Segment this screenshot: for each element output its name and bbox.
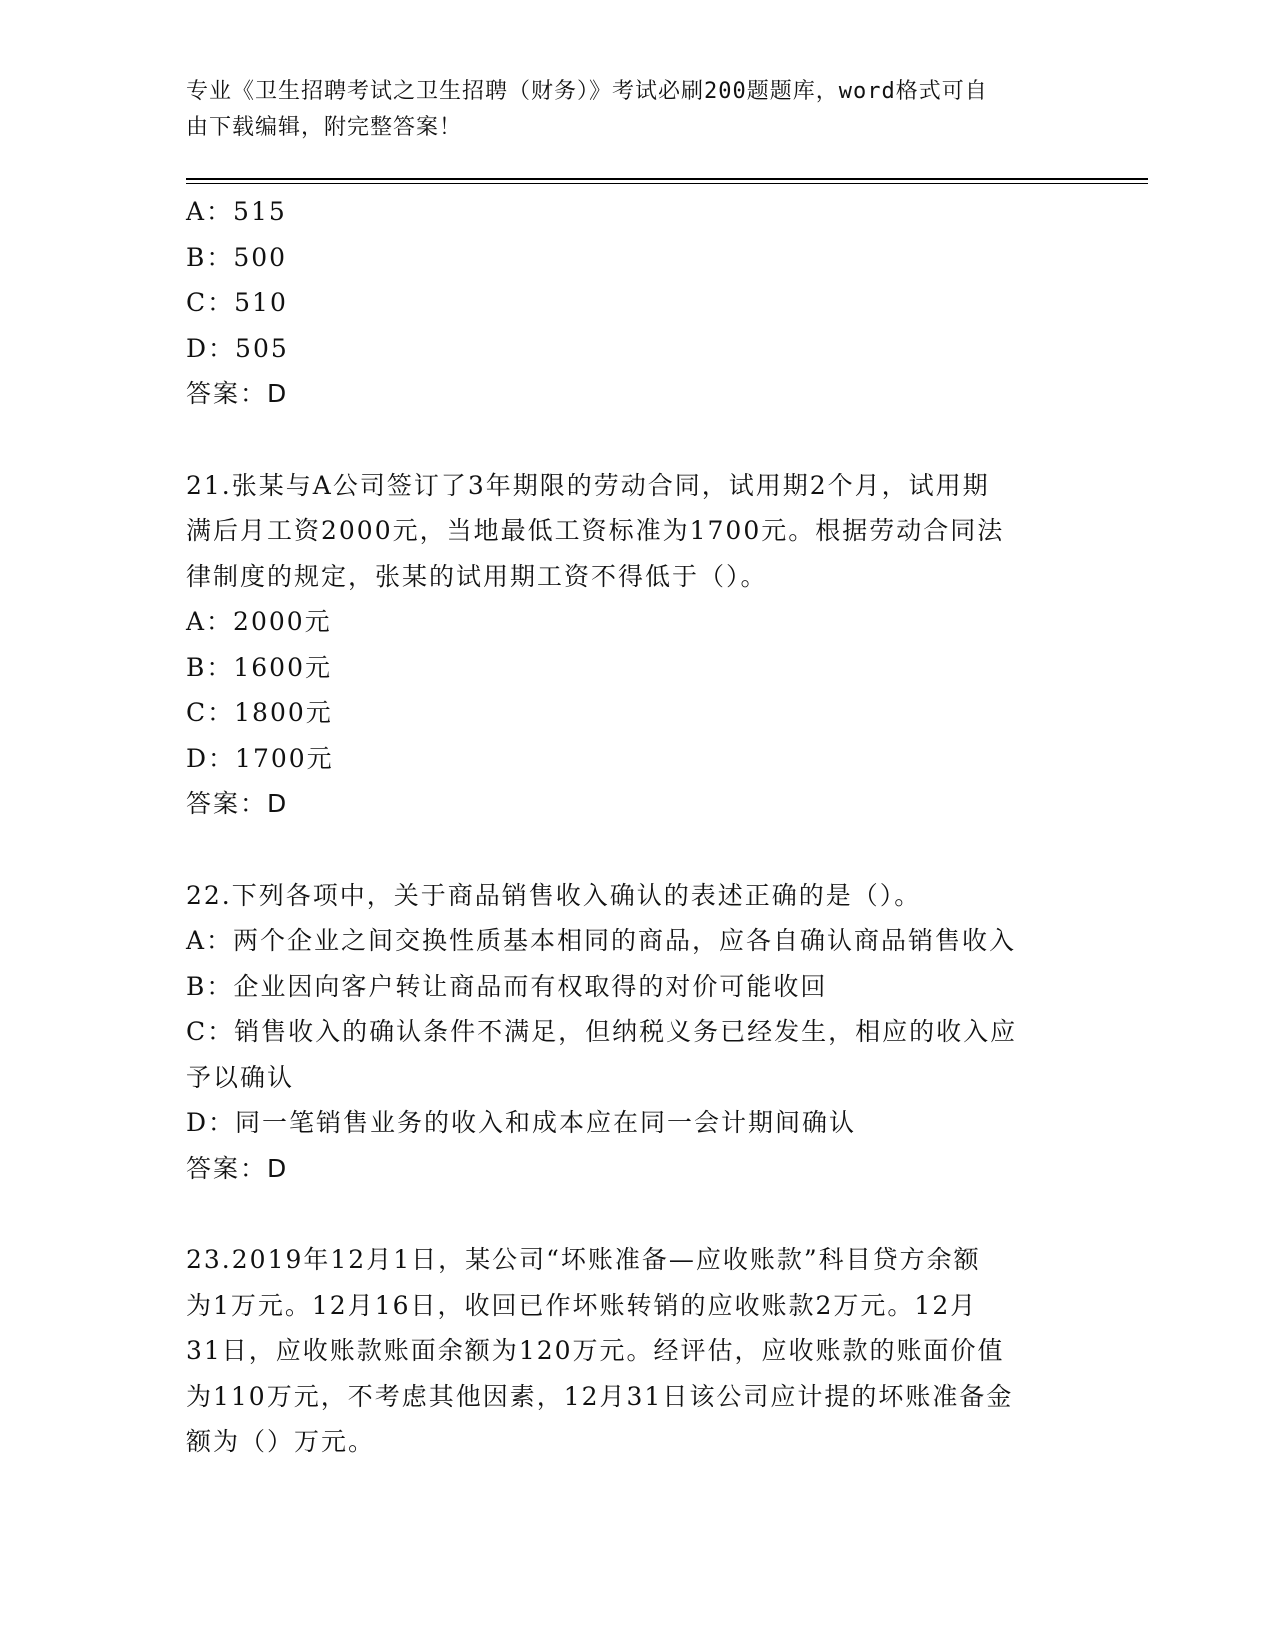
- option-d: D：同一笔销售业务的收入和成本应在同一会计期间确认: [186, 1108, 857, 1137]
- header-divider-thin: [186, 183, 1148, 184]
- option-b: B：1600元: [186, 652, 332, 682]
- document-header: [186, 74, 1086, 146]
- answer: 答案：D: [186, 379, 289, 408]
- option-c-continued: 予以确认: [186, 1062, 295, 1092]
- header-line-2: 由下载编辑，附完整答案！: [186, 115, 463, 140]
- document-content: [186, 189, 1086, 1465]
- option-d: D：1700元: [186, 743, 334, 773]
- option-a: A：两个企业之间交换性质基本相同的商品，应各自确认商品销售收入: [186, 926, 1017, 955]
- question-stem-line: 为110万元，不考虑其他因素，12月31日该公司应计提的坏账准备金: [186, 1381, 1014, 1411]
- question-stem-line: 额为（）万元。: [186, 1427, 376, 1456]
- spacer: [186, 827, 1086, 873]
- question-stem-line: 21.张某与A公司签订了3年期限的劳动合同，试用期2个月，试用期: [186, 470, 990, 500]
- answer: 答案：D: [186, 1153, 289, 1183]
- option-c: C：510: [186, 288, 288, 317]
- question-stem-line: 律制度的规定，张某的试用期工资不得低于（）。: [186, 561, 768, 591]
- answer: 答案：D: [186, 789, 289, 818]
- header-line-1: 专业《卫生招聘考试之卫生招聘（财务）》考试必刷200题题库，word格式可自: [186, 79, 988, 104]
- header-divider-thick: [186, 178, 1148, 180]
- option-a: A：2000元: [186, 607, 332, 636]
- spacer: [186, 1191, 1086, 1237]
- option-d: D：505: [186, 333, 289, 363]
- question-stem-line: 满后月工资2000元，当地最低工资标准为1700元。根据劳动合同法: [186, 516, 1005, 545]
- question-stem-line: 22.下列各项中，关于商品销售收入确认的表述正确的是（）。: [186, 880, 922, 910]
- option-a: A：515: [186, 197, 287, 226]
- option-c: C：销售收入的确认条件不满足，但纳税义务已经发生，相应的收入应: [186, 1017, 1018, 1046]
- question-stem-line: 23.2019年12月1日，某公司“坏账准备—应收账款”科目贷方余额: [186, 1245, 981, 1274]
- question-stem-line: 31日，应收账款账面余额为120万元。经评估，应收账款的账面价值: [186, 1336, 1005, 1365]
- spacer: [186, 417, 1086, 463]
- option-b: B：企业因向客户转让商品而有权取得的对价可能收回: [186, 971, 828, 1001]
- question-21: [186, 463, 1086, 827]
- question-23: [186, 1237, 1086, 1465]
- question-22: [186, 873, 1086, 1192]
- question-20-tail: [186, 189, 1086, 417]
- option-b: B：500: [186, 242, 288, 272]
- option-c: C：1800元: [186, 698, 333, 727]
- question-stem-line: 为1万元。12月16日，收回已作坏账转销的应收账款2万元。12月: [186, 1290, 978, 1320]
